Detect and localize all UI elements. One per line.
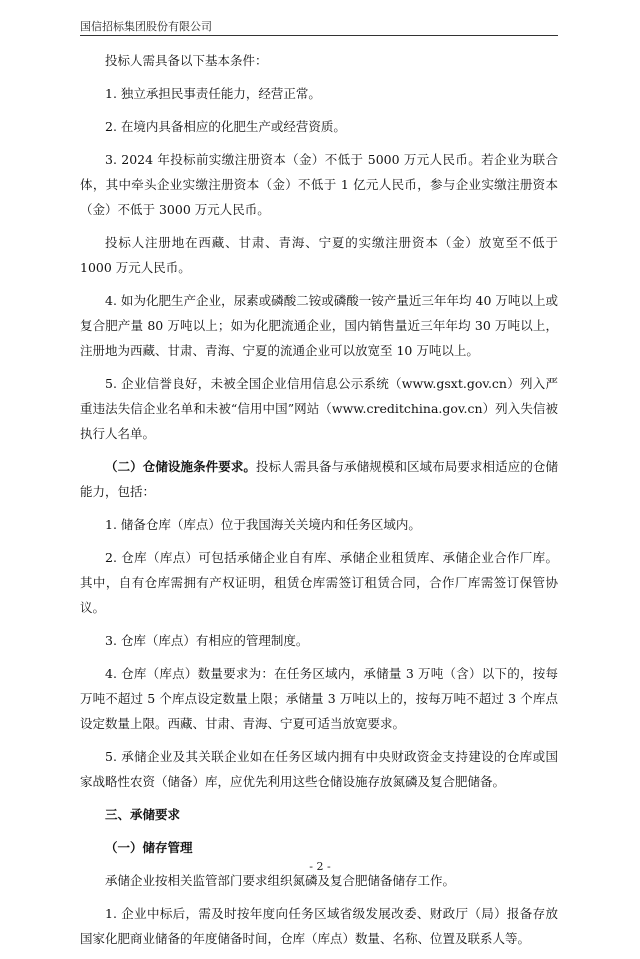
paragraph: 3. 2024 年投标前实缴注册资本（金）不低于 5000 万元人民币。若企业为联合体，其中牵头企业实缴注册资本（金）不低于 1 亿元人民币，参与企业实缴注册资本（金）不低于 3000 万元人民币。: [80, 152, 558, 217]
storage-item: 2. 仓库（库点）可包括承储企业自有库、承储企业租赁库、承储企业合作厂库。其中，自有仓库需拥有产权证明，租赁仓库需签订租赁合同，合作厂库需签订保管协议。: [80, 550, 558, 615]
storage-item: 5. 承储企业及其关联企业如在任务区域内拥有中央财政资金支持建设的仓库或国家战略性农资（储备）库，应优先利用这些仓储设施存放氮磷及复合肥储备。: [80, 749, 558, 789]
paragraph: 投标人注册地在西藏、甘肃、青海、宁夏的实缴注册资本（金）放宽至不低于 1000 万元人民币。: [80, 235, 558, 275]
storage-section-intro: 投标人需具备与承储规模和区域布局要求相适应的仓储能力，包括：: [80, 459, 558, 499]
paragraph: 1. 独立承担民事责任能力，经营正常。: [105, 86, 321, 101]
paragraph: 1. 企业中标后，需及时按年度向任务区域省级发展改委、财政厅（局）报备存放国家化肥商业储备的年度储备时间，仓库（库点）数量、名称、位置及联系人等。: [80, 906, 558, 946]
page-number: - 2 -: [309, 860, 331, 873]
storage-section-paragraph: [80, 454, 558, 504]
paragraph: 投标人需具备以下基本条件：: [105, 53, 268, 68]
paragraph: 2. 在境内具备相应的化肥生产或经营资质。: [105, 119, 346, 134]
storage-item: 4. 仓库（库点）数量要求为：在任务区域内，承储量 3 万吨（含）以下的，按每万吨不超过 5 个库点设定数量上限；承储量 3 万吨以上的，按每万吨不超过 3 个库点设定数量上限。西藏、甘肃、青海、宁夏可适当放宽要求。: [80, 666, 558, 731]
paragraph: 承储企业按相关监管部门要求组织氮磷及复合肥储备储存工作。: [105, 873, 456, 888]
storage-section-title: （二）仓储设施条件要求。: [105, 459, 257, 474]
section-heading: 三、承储要求: [105, 807, 181, 822]
page-header: [80, 8, 558, 36]
company-name: 国信招标集团股份有限公司: [80, 20, 212, 33]
storage-item: 1. 储备仓库（库点）位于我国海关关境内和任务区域内。: [105, 517, 421, 532]
paragraph: 5. 企业信誉良好，未被全国企业信用信息公示系统（www.gsxt.gov.cn）列入严重违法失信企业名单和未被“信用中国”网站（www.creditchina.gov.cn）列入失信被执行人名单。: [80, 376, 558, 441]
document-body: [80, 48, 558, 959]
subsection-heading: （一）储存管理: [105, 840, 193, 855]
header-rule: [80, 35, 558, 36]
paragraph: 4. 如为化肥生产企业，尿素或磷酸二铵或磷酸一铵产量近三年年均 40 万吨以上或复合肥产量 80 万吨以上；如为化肥流通企业，国内销售量近三年年均 30 万吨以上，注册地为西藏、甘肃、青海、宁夏的流通企业可以放宽至 10 万吨以上。: [80, 293, 558, 358]
storage-item: 3. 仓库（库点）有相应的管理制度。: [105, 633, 309, 648]
